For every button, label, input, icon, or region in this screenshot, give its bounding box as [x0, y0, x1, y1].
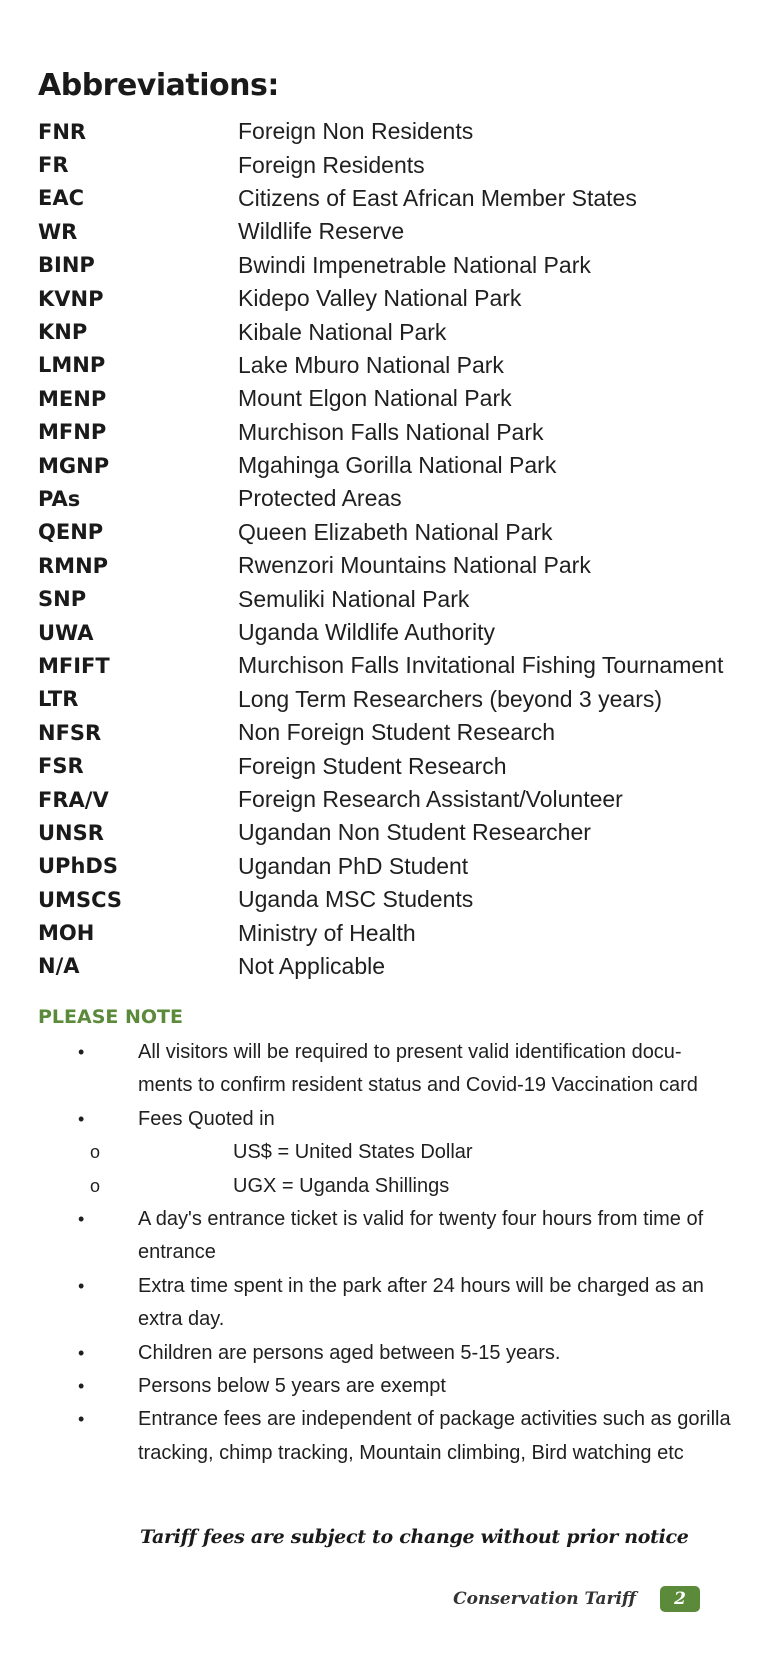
- abbreviation-meaning: Murchison Falls National Park: [238, 418, 544, 445]
- abbreviation-code: PAs: [38, 486, 81, 511]
- abbreviation-code: WR: [38, 219, 78, 244]
- abbreviation-row: [38, 182, 758, 215]
- abbreviation-meaning: Foreign Research Assistant/Volunteer: [238, 786, 623, 812]
- abbreviation-meaning: Kidepo Valley National Park: [238, 285, 522, 312]
- abbreviation-row: [38, 916, 758, 949]
- abbreviation-code: UMSCS: [38, 887, 122, 912]
- abbreviation-row: [38, 850, 758, 883]
- footer-label: Conservation Tariff: [453, 1589, 636, 1609]
- note-text-line: US$ = United States Dollar: [233, 1141, 473, 1164]
- abbreviation-meaning: Foreign Residents: [238, 151, 425, 178]
- note-item: [38, 1370, 758, 1403]
- abbreviation-code: MENP: [38, 386, 107, 411]
- abbreviation-row: [38, 783, 758, 816]
- circle-bullet-icon: o: [90, 1142, 101, 1163]
- circle-bullet-icon: o: [90, 1175, 101, 1196]
- abbreviation-row: [38, 449, 758, 482]
- abbreviation-code: MOH: [38, 921, 95, 946]
- abbreviation-meaning: Mount Elgon National Park: [238, 385, 512, 412]
- abbreviation-meaning: Bwindi Impenetrable National Park: [238, 251, 591, 278]
- abbreviation-meaning: Citizens of East African Member States: [238, 184, 637, 211]
- abbreviation-code: FSR: [38, 754, 84, 779]
- abbreviation-meaning: Rwenzori Mountains National Park: [238, 552, 591, 579]
- note-text-line: extra day.: [138, 1308, 225, 1331]
- abbreviation-meaning: Lake Mburo National Park: [238, 351, 504, 378]
- abbreviation-code: UNSR: [38, 820, 104, 845]
- abbreviation-code: MFNP: [38, 420, 107, 445]
- abbreviation-row: [38, 950, 758, 983]
- abbreviation-meaning: Non Foreign Student Research: [238, 719, 556, 746]
- bullet-icon: •: [78, 1342, 85, 1363]
- abbreviation-row: [38, 349, 758, 382]
- abbreviation-meaning: Queen Elizabeth National Park: [238, 518, 553, 545]
- abbreviation-meaning: Not Applicable: [238, 952, 386, 979]
- abbreviation-meaning: Ugandan Non Student Researcher: [238, 819, 591, 846]
- abbreviation-row: [38, 482, 758, 515]
- abbreviation-meaning: Foreign Student Research: [238, 752, 507, 779]
- abbreviation-code: RMNP: [38, 553, 109, 578]
- abbreviation-code: MGNP: [38, 453, 110, 478]
- abbreviation-row: [38, 148, 758, 181]
- abbreviation-row: [38, 683, 758, 716]
- abbreviation-row: [38, 649, 758, 682]
- abbreviations-list: [38, 115, 758, 983]
- abbreviation-code: KVNP: [38, 286, 104, 311]
- page-footer: [453, 1586, 700, 1612]
- abbreviation-meaning: Semuliki National Park: [238, 585, 470, 612]
- abbreviation-code: FRA/V: [38, 787, 109, 812]
- note-item: [38, 1036, 758, 1103]
- page-number-badge: 2: [660, 1586, 700, 1612]
- abbreviation-row: [38, 816, 758, 849]
- note-text-line: All visitors will be required to present valid identification docu-: [138, 1041, 682, 1063]
- abbreviation-meaning: Ministry of Health: [238, 919, 416, 946]
- abbreviation-row: [38, 616, 758, 649]
- abbreviation-code: FR: [38, 153, 69, 178]
- abbreviation-row: [38, 315, 758, 348]
- abbreviation-row: [38, 282, 758, 315]
- abbreviations-heading: Abbreviations:: [38, 68, 279, 103]
- abbreviation-row: [38, 883, 758, 916]
- abbreviation-row: [38, 749, 758, 782]
- bullet-icon: •: [78, 1108, 85, 1129]
- note-sub-item: [38, 1170, 758, 1203]
- abbreviation-meaning: Uganda MSC Students: [238, 886, 474, 913]
- abbreviation-meaning: Mgahinga Gorilla National Park: [238, 452, 557, 479]
- note-item: [38, 1103, 758, 1136]
- abbreviation-row: [38, 549, 758, 582]
- note-text-line: Fees Quoted in: [138, 1107, 275, 1130]
- abbreviation-code: NFSR: [38, 720, 102, 745]
- note-item: [38, 1270, 758, 1337]
- note-text-line: UGX = Uganda Shillings: [233, 1174, 450, 1197]
- abbreviation-row: [38, 215, 758, 248]
- abbreviation-code: LTR: [38, 687, 79, 712]
- note-item: [38, 1403, 758, 1470]
- abbreviation-code: N/A: [38, 954, 80, 979]
- abbreviation-code: UPhDS: [38, 854, 118, 879]
- note-text-line: Entrance fees are independent of package activities such as gorilla: [138, 1408, 731, 1431]
- abbreviation-row: [38, 249, 758, 282]
- note-text-line: ments to confirm resident status and Covid-19 Vaccination card: [138, 1074, 698, 1097]
- please-note-heading: PLEASE NOTE: [38, 1006, 183, 1028]
- note-item: [38, 1203, 758, 1270]
- note-text-line: tracking, chimp tracking, Mountain climbing, Bird watching etc: [138, 1441, 684, 1464]
- abbreviation-code: FNR: [38, 119, 87, 144]
- abbreviation-code: UWA: [38, 620, 94, 645]
- abbreviation-code: EAC: [38, 186, 85, 211]
- abbreviation-code: MFIFT: [38, 653, 110, 678]
- abbreviation-meaning: Kibale National Park: [238, 318, 447, 345]
- abbreviation-code: QENP: [38, 520, 104, 545]
- abbreviation-meaning: Ugandan PhD Student: [238, 852, 469, 879]
- note-text-line: Persons below 5 years are exempt: [138, 1375, 446, 1398]
- abbreviation-row: [38, 115, 758, 148]
- bullet-icon: •: [78, 1275, 85, 1296]
- abbreviation-row: [38, 716, 758, 749]
- abbreviation-meaning: Uganda Wildlife Authority: [238, 619, 495, 646]
- bullet-icon: •: [78, 1042, 85, 1062]
- bullet-icon: •: [78, 1409, 85, 1430]
- note-text-line: A day's entrance ticket is valid for twenty four hours from time of: [138, 1208, 704, 1231]
- abbreviation-code: SNP: [38, 587, 87, 612]
- abbreviation-meaning: Protected Areas: [238, 485, 402, 512]
- notes-list: [38, 1036, 758, 1470]
- abbreviation-meaning: Wildlife Reserve: [238, 218, 405, 245]
- abbreviation-row: [38, 382, 758, 415]
- abbreviation-code: BINP: [38, 253, 95, 278]
- note-text-line: Extra time spent in the park after 24 hours will be charged as an: [138, 1274, 704, 1297]
- abbreviation-meaning: Long Term Researchers (beyond 3 years): [238, 685, 663, 712]
- abbreviation-row: [38, 516, 758, 549]
- bullet-icon: •: [78, 1376, 85, 1397]
- note-sub-item: [38, 1136, 758, 1169]
- note-item: [38, 1337, 758, 1370]
- tariff-disclaimer: Tariff fees are subject to change without prior notice: [140, 1526, 689, 1548]
- abbreviation-code: LMNP: [38, 353, 106, 378]
- abbreviation-row: [38, 416, 758, 449]
- abbreviation-row: [38, 582, 758, 615]
- bullet-icon: •: [78, 1209, 85, 1230]
- abbreviation-meaning: Foreign Non Residents: [238, 118, 474, 145]
- note-text-line: Children are persons aged between 5-15 years.: [138, 1341, 561, 1364]
- abbreviation-code: KNP: [38, 320, 88, 345]
- abbreviation-meaning: Murchison Falls Invitational Fishing Tournament: [238, 652, 724, 679]
- note-text-line: entrance: [138, 1241, 216, 1264]
